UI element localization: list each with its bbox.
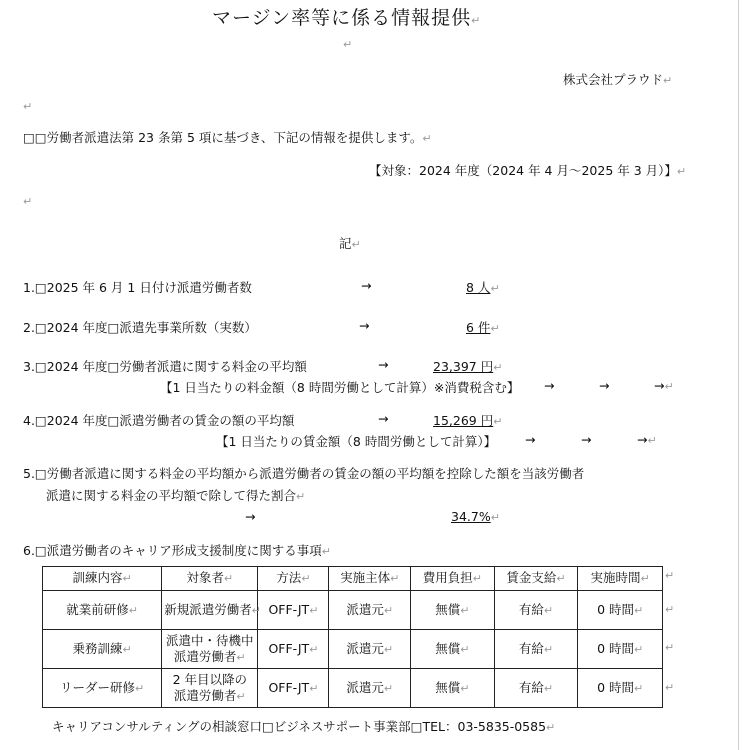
table-cell: 無償↵: [411, 669, 495, 708]
table-header-cell: 費用負担↵: [411, 567, 495, 591]
row-end-mark: ↵: [665, 569, 675, 582]
row-end-mark: ↵: [665, 603, 675, 616]
table-cell: 派遣元↵: [329, 630, 411, 669]
item-1-value: 8 人↵: [466, 280, 500, 295]
item-4-label: 4.□2024 年度□派遣労働者の賃金の額の平均額: [23, 413, 295, 428]
item-6-label: 6.□派遣労働者のキャリア形成支援制度に関する事項↵: [23, 543, 331, 558]
table-cell: OFF-JT↵: [258, 630, 329, 669]
target-period: 【対象：2024 年度（2024 年 4 月～2025 年 3 月）】↵: [369, 163, 687, 178]
table-header-cell: 賃金支給↵: [494, 567, 578, 591]
intro-text: □□労働者派遣法第 23 条第 5 項に基づき、下記の情報を提供します。↵: [23, 130, 432, 145]
arrow-tab: →↵: [654, 378, 674, 393]
item-1-label: 1.□2025 年 6 月 1 日付け派遣労働者数: [23, 280, 252, 295]
page-title: マージン率等に係る情報提供↵: [212, 7, 482, 29]
empty-paragraph-mark: ↵: [23, 100, 33, 113]
table-row: [43, 669, 663, 708]
table-cell: 就業前研修↵: [43, 591, 162, 630]
career-support-table: [42, 566, 663, 708]
arrow-tab: →: [525, 432, 536, 447]
page-edge-line: [738, 0, 739, 750]
table-cell: 無償↵: [411, 630, 495, 669]
item-5-label-line1: 5.□労働者派遣に関する料金の平均額から派遣労働者の賃金の額の平均額を控除した額を当該労働者: [23, 466, 585, 481]
table-cell: 派遣元↵: [329, 669, 411, 708]
table-cell: 有給↵: [494, 630, 578, 669]
arrow-tab: →: [581, 432, 592, 447]
arrow-tab: →: [599, 378, 610, 393]
table-header-cell: 訓練内容↵: [43, 567, 162, 591]
table-cell: 0 時間↵: [578, 630, 663, 669]
item-3-value: 23,397 円↵: [433, 359, 503, 374]
table-cell: 派遣中・待機中 派遣労働者↵: [162, 630, 258, 669]
table-row: [43, 591, 663, 630]
table-cell: リーダー研修↵: [43, 669, 162, 708]
table-header-cell: 実施時間↵: [578, 567, 663, 591]
arrow-tab: →: [544, 378, 555, 393]
table-row: [43, 630, 663, 669]
empty-paragraph-mark: ↵: [23, 195, 33, 208]
row-end-mark: ↵: [665, 681, 675, 694]
table-cell: 新規派遣労働者↵: [162, 591, 258, 630]
table-cell: 0 時間↵: [578, 591, 663, 630]
arrow-tab: →: [359, 318, 370, 333]
table-cell: 乗務訓練↵: [43, 630, 162, 669]
table-cell: 2 年目以降の 派遣労働者↵: [162, 669, 258, 708]
table-cell: OFF-JT↵: [258, 669, 329, 708]
row-end-mark: ↵: [665, 641, 675, 654]
table-cell: OFF-JT↵: [258, 591, 329, 630]
ki-heading: 記↵: [339, 236, 361, 251]
arrow-tab: →: [361, 278, 372, 293]
table-cell: 有給↵: [494, 669, 578, 708]
table-header-cell: 方法↵: [258, 567, 329, 591]
arrow-tab: →↵: [637, 432, 657, 447]
table-cell: 無償↵: [411, 591, 495, 630]
table-cell: 有給↵: [494, 591, 578, 630]
item-5-value: 34.7%↵: [451, 509, 500, 524]
item-2-label: 2.□2024 年度□派遣先事業所数（実数）: [23, 320, 257, 335]
empty-paragraph-mark: ↵: [343, 38, 353, 51]
table-cell: 0 時間↵: [578, 669, 663, 708]
item-3-label: 3.□2024 年度□労働者派遣に関する料金の平均額: [23, 359, 307, 374]
company-name: 株式会社プラウド↵: [563, 72, 673, 87]
table-cell: 派遣元↵: [329, 591, 411, 630]
arrow-tab: →: [378, 357, 389, 372]
table-header-row: [43, 567, 663, 591]
item-4-value: 15,269 円↵: [433, 413, 503, 428]
item-5-label-line2: 派遣に関する料金の平均額で除して得た割合↵: [46, 488, 306, 503]
arrow-tab: →: [245, 509, 256, 524]
footer-contact: キャリアコンサルティングの相談窓口□ビジネスサポート事業部□TEL：03-5835-0585↵: [52, 719, 556, 734]
item-4-note: 【1 日当たりの賃金額（8 時間労働として計算）】: [216, 434, 497, 449]
item-3-note: 【1 日当たりの料金額（8 時間労働として計算）※消費税含む】: [160, 380, 520, 395]
table-header-cell: 対象者↵: [162, 567, 258, 591]
table-header-cell: 実施主体↵: [329, 567, 411, 591]
arrow-tab: →: [378, 411, 389, 426]
item-2-value: 6 件↵: [466, 320, 500, 335]
